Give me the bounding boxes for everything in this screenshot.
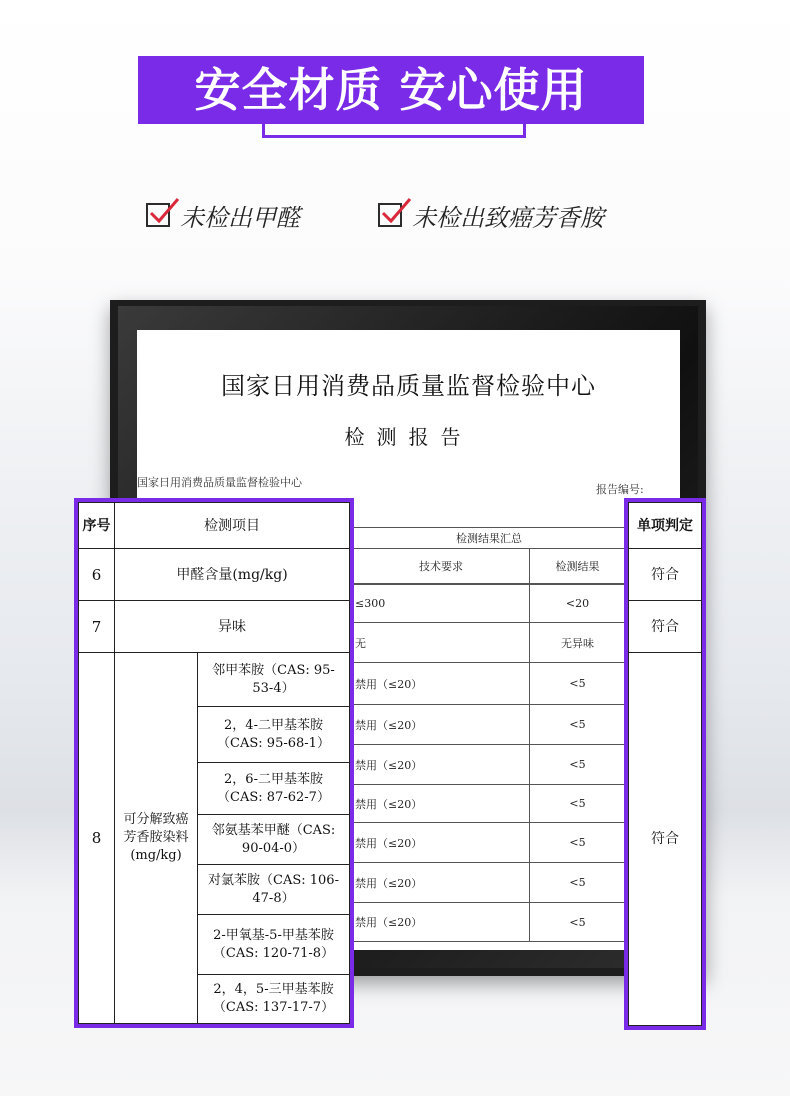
- check-label: 未检出甲醛: [180, 203, 300, 232]
- result-cell: [529, 784, 626, 823]
- checkbox-icon: [378, 203, 402, 227]
- verdict-text: 符合: [651, 831, 679, 847]
- amine-subitem-text: 2-甲氧基-5-甲基苯胺（CAS: 120-71-8）: [212, 927, 335, 961]
- col-requirement: [352, 548, 530, 584]
- result-text: <5: [569, 718, 586, 731]
- col-verdict-header: [628, 502, 702, 549]
- requirement-text: 禁用（≤20）: [355, 916, 423, 929]
- result-text: <5: [569, 677, 586, 690]
- requirement-text: ≤300: [355, 597, 386, 610]
- check-amine: [378, 198, 604, 232]
- result-text: <20: [565, 597, 590, 610]
- row8-no-text: 8: [91, 829, 102, 847]
- verdict-row8: [628, 652, 702, 1026]
- amine-subitem-text: 2，4-二甲基苯胺（CAS: 95-68-1）: [217, 717, 330, 751]
- amine-subitem: [197, 814, 350, 865]
- report-number-label: 报告编号:: [596, 483, 644, 496]
- requirement-text: 禁用（≤20）: [355, 677, 423, 691]
- amine-subitem-text: 邻氨基苯甲醚（CAS: 90-04-0）: [211, 822, 336, 856]
- result-text: <5: [569, 836, 586, 849]
- col-verdict-text: 单项判定: [637, 517, 693, 534]
- verdict-text: 符合: [651, 566, 679, 583]
- result-cell: [529, 704, 626, 745]
- verdict-row7: [628, 600, 702, 653]
- result-cell: [529, 822, 626, 863]
- requirement-text: 禁用（≤20）: [355, 758, 423, 772]
- requirement-text: 禁用（≤20）: [355, 876, 423, 890]
- summary-header: [352, 527, 626, 549]
- report-org: 国家日用消费品质量监督检验中心: [137, 476, 302, 489]
- result-cell: [529, 862, 626, 903]
- row6-item: [114, 548, 350, 601]
- requirement-cell: [352, 862, 530, 903]
- requirement-cell: [352, 704, 530, 745]
- amine-subitem: [197, 762, 350, 815]
- result-text: <5: [569, 758, 586, 771]
- requirement-text: 无: [355, 636, 366, 650]
- result-text: <5: [569, 876, 586, 889]
- requirement-cell: [352, 902, 530, 942]
- check-formaldehyde: [146, 198, 300, 232]
- amine-subitem: [197, 706, 350, 763]
- amine-subitem-text: 对氯苯胺（CAS: 106-47-8）: [208, 872, 339, 906]
- verdict-row6: [628, 548, 702, 601]
- row8-no: [78, 652, 115, 1024]
- check-label: 未检出致癌芳香胺: [412, 203, 604, 232]
- row6-no: [78, 548, 115, 601]
- requirement-cell: [352, 822, 530, 863]
- result-text: <5: [569, 797, 586, 810]
- amine-subitem-text: 2，4，5-三甲基苯胺（CAS: 137-17-7）: [212, 982, 335, 1015]
- row6-item-text: 甲醛含量(mg/kg): [176, 566, 288, 583]
- row7-item: [114, 600, 350, 653]
- amine-subitem: [197, 652, 350, 707]
- report-title: 国家日用消费品质量监督检验中心: [221, 372, 596, 400]
- result-cell: [529, 622, 626, 663]
- col-no-text: 序号: [82, 517, 111, 534]
- result-text: 无异味: [561, 636, 594, 650]
- col-no-header: [78, 502, 115, 549]
- row6-no-text: 6: [91, 565, 102, 584]
- col-result: [529, 548, 626, 584]
- col-item-header: [114, 502, 350, 549]
- amine-subitem-text: 2，6-二甲基苯胺（CAS: 87-62-7）: [217, 771, 330, 805]
- result-text: <5: [569, 915, 586, 929]
- requirement-cell: [352, 744, 530, 785]
- requirement-cell: [352, 622, 530, 663]
- row8-item: [114, 652, 198, 1024]
- col-requirement-text: 技术要求: [419, 560, 463, 573]
- amine-subitem-text: 邻甲苯胺（CAS: 95-53-4）: [212, 662, 335, 696]
- row7-no-text: 7: [91, 617, 102, 636]
- summary-header-text: 检测结果汇总: [456, 532, 522, 545]
- row8-item-text: 可分解致癌芳香胺染料(mg/kg): [123, 812, 189, 863]
- amine-subitem: [197, 974, 350, 1024]
- col-result-text: 检测结果: [555, 560, 600, 573]
- amine-subitem: [197, 864, 350, 915]
- result-cell: [529, 902, 626, 942]
- requirement-text: 禁用（≤20）: [355, 797, 423, 811]
- requirement-cell: [352, 784, 530, 823]
- row7-no: [78, 600, 115, 653]
- checkbox-icon: [146, 203, 170, 227]
- verdict-text: 符合: [651, 618, 679, 635]
- requirement-cell: [352, 662, 530, 705]
- requirement-text: 禁用（≤20）: [355, 836, 423, 850]
- result-cell: [529, 744, 626, 785]
- row7-item-text: 异味: [218, 618, 246, 635]
- result-cell: [529, 662, 626, 705]
- amine-subitem: [197, 914, 350, 975]
- requirement-text: 禁用（≤20）: [355, 718, 423, 732]
- report-subtitle: 检测报告: [344, 425, 473, 449]
- requirement-cell: [352, 584, 530, 623]
- banner-title: 安全材质 安心使用: [138, 56, 644, 124]
- result-cell: [529, 584, 626, 623]
- col-item-text: 检测项目: [204, 517, 260, 534]
